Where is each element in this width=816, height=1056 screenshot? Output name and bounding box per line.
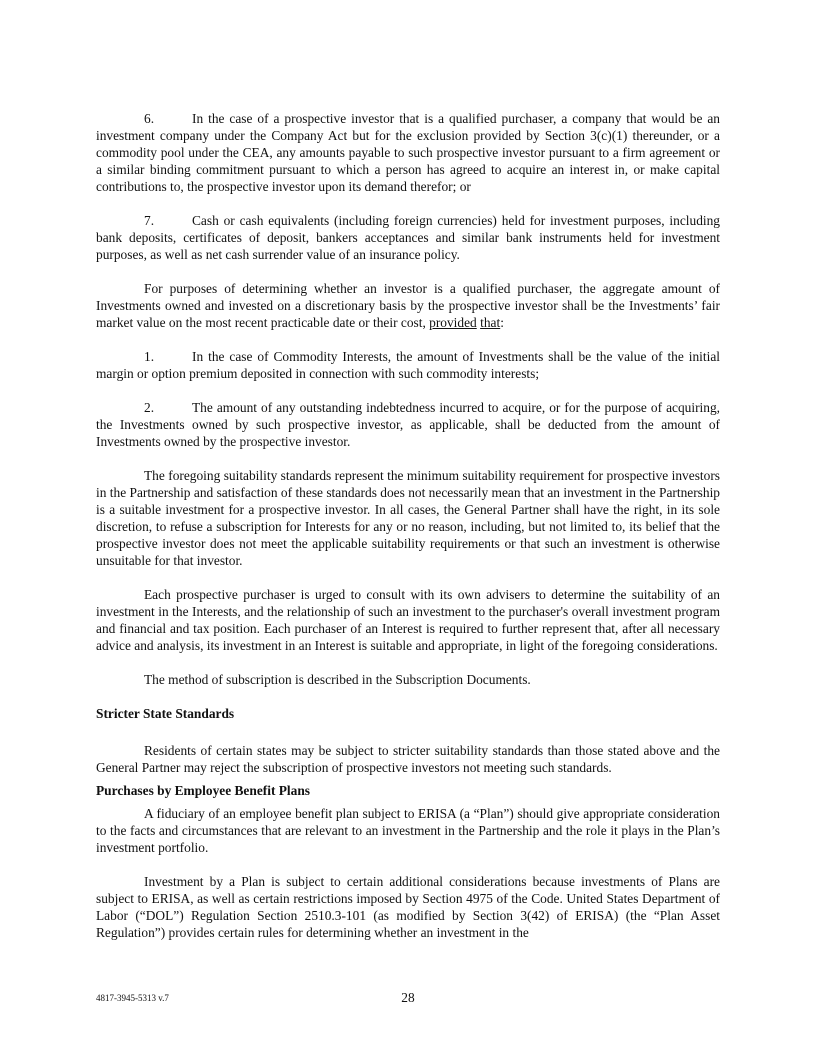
paragraph-investment-by-plan: Investment by a Plan is subject to certain additional considerations because investments of Plans are subject to ERISA, as well as certain restrictions imposed by Section 4975 of the Code. United States Department of Labor (“DOL”) Regulation Section 2510.3-101 (as modified by Section 3(42) of ERISA) (the “Plan Asset Regulation”) provides certain rules for determining whether an investment in the (96, 874, 720, 940)
paragraph-fiduciary: A fiduciary of an employee benefit plan subject to ERISA (a “Plan”) should give appropriate consideration to the facts and circumstances that are relevant to an investment in the Partnership and the role it plays in the Plan’s investment portfolio. (96, 806, 720, 855)
heading-employee-benefit-plans: Purchases by Employee Benefit Plans (96, 783, 311, 798)
paragraph-item-7 (96, 212, 720, 263)
heading-stricter-state-standards: Stricter State Standards (96, 706, 235, 721)
item-number: 7. (144, 213, 155, 228)
paragraph-purposes (96, 280, 720, 331)
item-number: 1. (144, 349, 155, 364)
paragraph-each-purchaser: Each prospective purchaser is urged to consult with its own advisers to determine the suitability of an investment in the Interests, and the relationship of such an investment to the purchaser's overall investment program and financial and tax position. Each purchaser of an Interest is required to further represent that, after all necessary advice and analysis, its investment in an Interest is suitable and appropriate, in light of the foregoing considerations. (96, 587, 720, 653)
purposes-colon: : (500, 315, 504, 330)
footer-document-id: 4817-3945-5313 v.7 (96, 993, 169, 1003)
paragraph-item-6 (96, 110, 720, 195)
page-number: 28 (401, 990, 415, 1005)
paragraph-item-1 (96, 348, 720, 382)
item-text: In the case of a prospective investor that is a qualified purchaser, a company that would be an investment company under the Company Act but for the exclusion provided by Section 3(c)(1) thereunder, or a commodity pool under the CEA, any amounts payable to such prospective investor pursuant to a firm agreement or a similar binding commitment pursuant to which a person has agreed to acquire an interest in, or make capital contributions to, the prospective investor upon its demand therefor; or (96, 111, 720, 194)
provided-underlined: provided (429, 315, 477, 330)
item-text: The amount of any outstanding indebtedness incurred to acquire, or for the purpose of acquiring, the Investments owned by such prospective investor, as applicable, shall be deducted from the amount of Investments owned by the prospective investor. (96, 400, 720, 449)
item-text: In the case of Commodity Interests, the amount of Investments shall be the value of the initial margin or option premium deposited in connection with such commodity interests; (96, 349, 720, 381)
paragraph-method: The method of subscription is described in the Subscription Documents. (144, 672, 531, 687)
paragraph-item-2 (96, 399, 720, 450)
item-number: 2. (144, 400, 155, 415)
document-body (96, 110, 720, 941)
that-underlined: that (480, 315, 501, 330)
purposes-text: For purposes of determining whether an investor is a qualified purchaser, the aggregate amount of Investments owned and invested on a discretionary basis by the prospective investor shall be the Investments’ fair market value on the most recent practicable date or their cost, (96, 281, 720, 330)
paragraph-foregoing: The foregoing suitability standards represent the minimum suitability requirement for prospective investors in the Partnership and satisfaction of these standards does not necessarily mean that an investment in the Partnership is a suitable investment for a prospective investor. In all cases, the General Partner shall have the right, in its sole discretion, to refuse a subscription for Interests for any or no reason, including, but not limited to, its belief that the prospective investor does not meet the applicable suitability requirements or that such an investment is otherwise unsuitable for that investor. (96, 468, 720, 568)
item-number: 6. (144, 111, 155, 126)
paragraph-residents: Residents of certain states may be subject to stricter suitability standards than those stated above and the General Partner may reject the subscription of prospective investors not meeting such standards. (96, 743, 720, 775)
item-text: Cash or cash equivalents (including foreign currencies) held for investment purposes, including bank deposits, certificates of deposit, bankers acceptances and similar bank instruments held for investment purposes, as well as net cash surrender value of an insurance policy. (96, 213, 720, 262)
